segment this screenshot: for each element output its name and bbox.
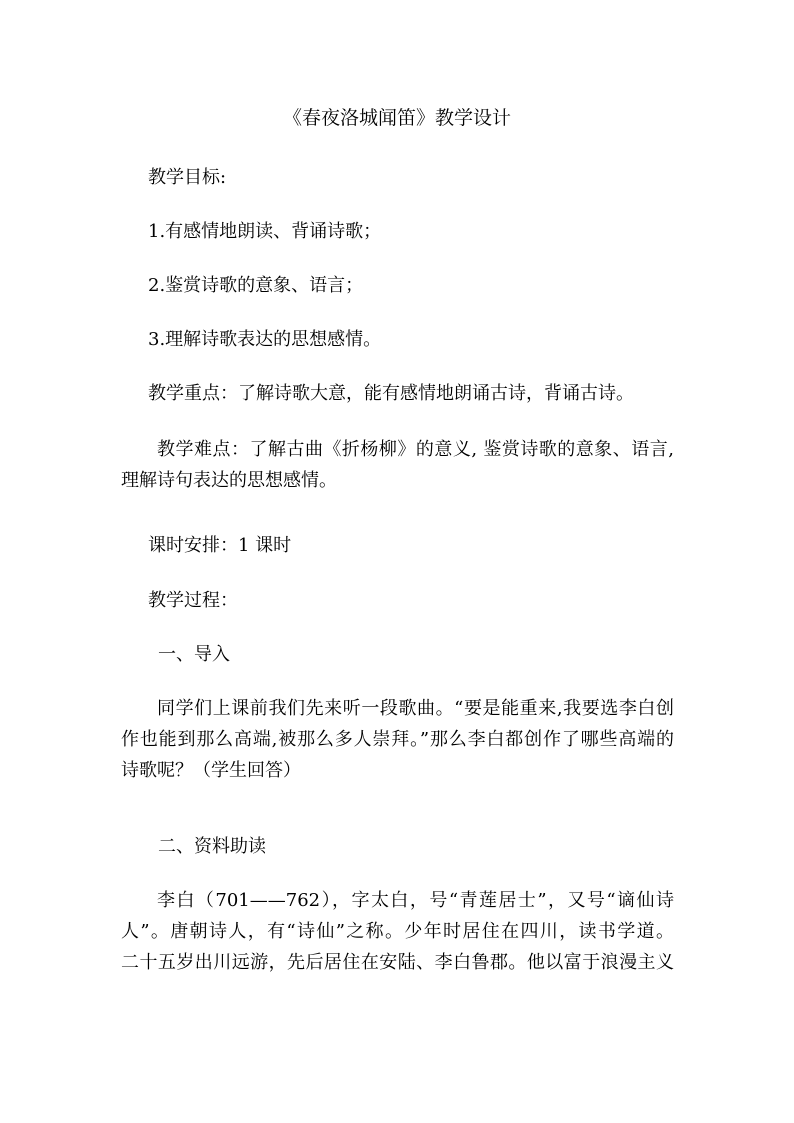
difficulties-line: 理解诗句表达的思想感情。 — [121, 470, 337, 491]
objective-item: 3.理解诗歌表达的思想感情。 — [148, 329, 382, 350]
section2-paragraph — [121, 885, 674, 978]
paragraph-line: 作也能到那么高端,被那么多人崇拜。”那么李白都创作了哪些高端的 — [121, 729, 674, 750]
difficulties-line: 教学难点：了解古曲《折杨柳》的意义, 鉴赏诗歌的意象、语言, — [157, 439, 674, 460]
key-points: 教学重点：了解诗歌大意，能有感情地朗诵古诗，背诵古诗。 — [148, 383, 634, 404]
section1-heading: 一、导入 — [158, 644, 230, 665]
paragraph-line: 诗歌呢？（学生回答） — [121, 760, 301, 781]
paragraph-line: 二十五岁出川远游，先后居住在安陆、李白鲁郡。他以富于浪漫主义 — [121, 952, 674, 973]
section2-heading: 二、资料助读 — [158, 836, 266, 857]
difficulties-paragraph — [121, 434, 674, 496]
paragraph-line: 人”。唐朝诗人，有“诗仙”之称。少年时居住在四川，读书学道。 — [121, 921, 674, 942]
paragraph-line: 同学们上课前我们先来听一段歌曲。“要是能重来,我要选李白创 — [157, 698, 674, 719]
section1-paragraph — [121, 693, 674, 786]
objective-item: 2.鉴赏诗歌的意象、语言； — [148, 275, 364, 296]
schedule: 课时安排：1 课时 — [148, 535, 292, 556]
objective-item: 1.有感情地朗读、背诵诗歌； — [148, 221, 382, 242]
document-title: 《春夜洛城闻笛》教学设计 — [282, 107, 511, 129]
paragraph-line: 李白（701——762），字太白，号“青莲居士”，又号“谪仙诗 — [157, 890, 674, 911]
process-heading: 教学过程： — [148, 590, 238, 611]
objectives-heading: 教学目标: — [148, 167, 227, 188]
